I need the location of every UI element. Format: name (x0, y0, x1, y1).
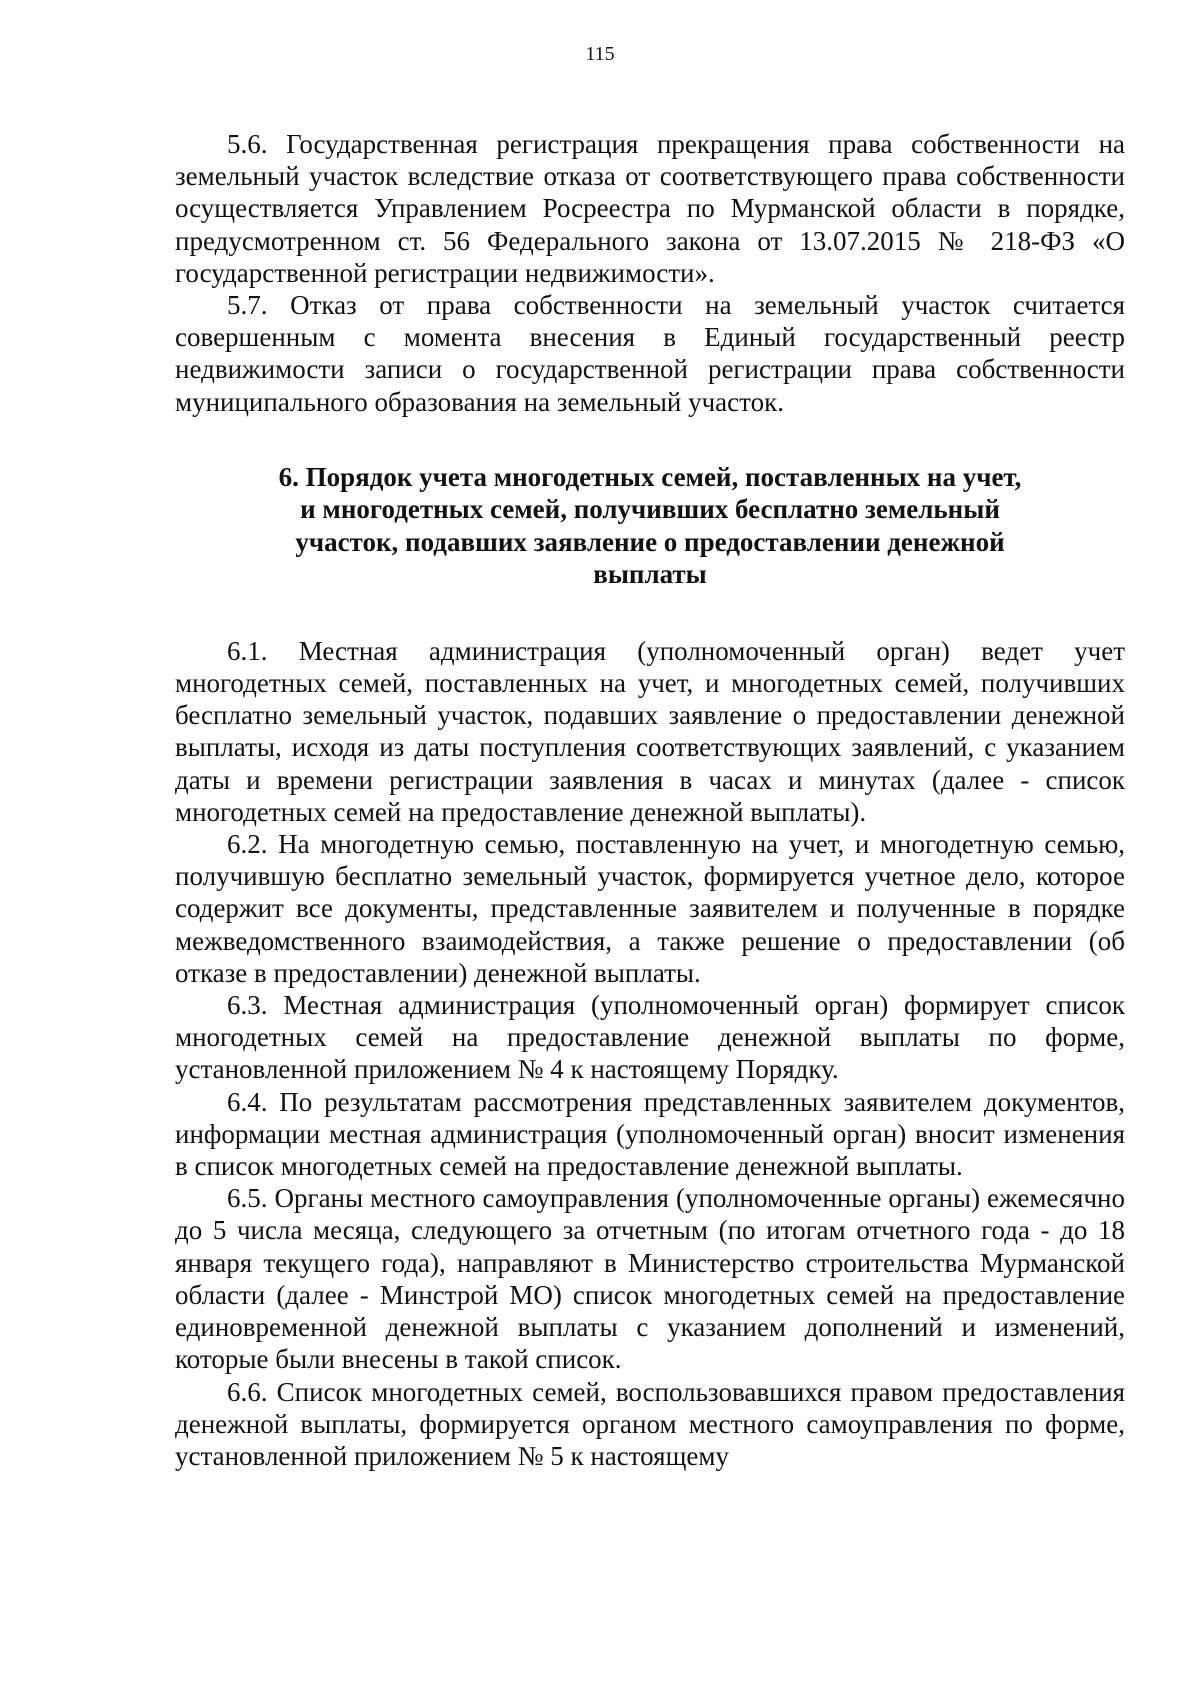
page-number: 115 (585, 43, 615, 65)
document-body (175, 128, 1125, 1472)
section-6-heading (175, 461, 1125, 591)
paragraph-6-5: 6.5. Органы местного самоуправления (уполномоченные органы) ежемесячно до 5 числа месяца, следующего за отчетным (по итогам отчетного года - до 18 января текущего года), направляют в Министерство строительства Мурманской области (далее - Минстрой МО) список многодетных семей на предоставление единовременной денежной выплаты с указанием дополнений и изменений, которые были внесены в такой список. (175, 1183, 1125, 1375)
paragraph-6-3: 6.3. Местная администрация (уполномоченный орган) формирует список многодетных семей на предоставление денежной выплаты по форме, установленной приложением № 4 к настоящему Порядку. (175, 990, 1125, 1085)
section-6-heading-line-1: 6. Порядок учета многодетных семей, поставленных на учет, (278, 461, 1022, 492)
paragraph-6-4: 6.4. По результатам рассмотрения представленных заявителем документов, информации местная администрация (уполномоченный орган) вносит изменения в список многодетных семей на предоставление денежной выплаты. (175, 1086, 1125, 1182)
paragraph-5-7: 5.7. Отказ от права собственности на земельный участок считается совершенным с момента внесения в Единый государственный реестр недвижимости записи о государственной регистрации права собственности муниципального образования на земельный участок. (175, 290, 1125, 417)
section-6-heading-line-2: и многодетных семей, получивших бесплатно земельный (300, 494, 1000, 525)
paragraph-5-6: 5.6. Государственная регистрация прекращения права собственности на земельный участок вследствие отказа от соответствующего права собственности осуществляется Управлением Росреестра по Мурманской области в порядке, предусмотренном ст. 56 Федерального закона от 13.07.2015 № 218-ФЗ «О государственной регистрации недвижимости». (175, 129, 1125, 288)
paragraph-6-6: 6.6. Список многодетных семей, воспользовавшихся правом предоставления денежной выплаты, формируется органом местного самоуправления по форме, установленной приложением № 5 к настоящему (175, 1376, 1125, 1471)
paragraph-6-1: 6.1. Местная администрация (уполномоченный орган) ведет учет многодетных семей, поставленных на учет, и многодетных семей, получивших бесплатно земельный участок, подавших заявление о предоставлении денежной выплаты, исходя из даты поступления соответствующих заявлений, с указанием даты и времени регистрации заявления в часах и минутах (далее - список многодетных семей на предоставление денежной выплаты). (175, 635, 1125, 827)
section-6-heading-line-4: выплаты (593, 559, 707, 590)
section-6-heading-line-3: участок, подавших заявление о предоставлении денежной (295, 526, 1005, 557)
paragraph-6-2: 6.2. На многодетную семью, поставленную на учет, и многодетную семью, получившую бесплатно земельный участок, формируется учетное дело, которое содержит все документы, представленные заявителем и полученные в порядке межведомственного взаимодействия, а также решение о предоставлении (об отказе в предоставлении) денежной выплаты. (175, 829, 1125, 988)
